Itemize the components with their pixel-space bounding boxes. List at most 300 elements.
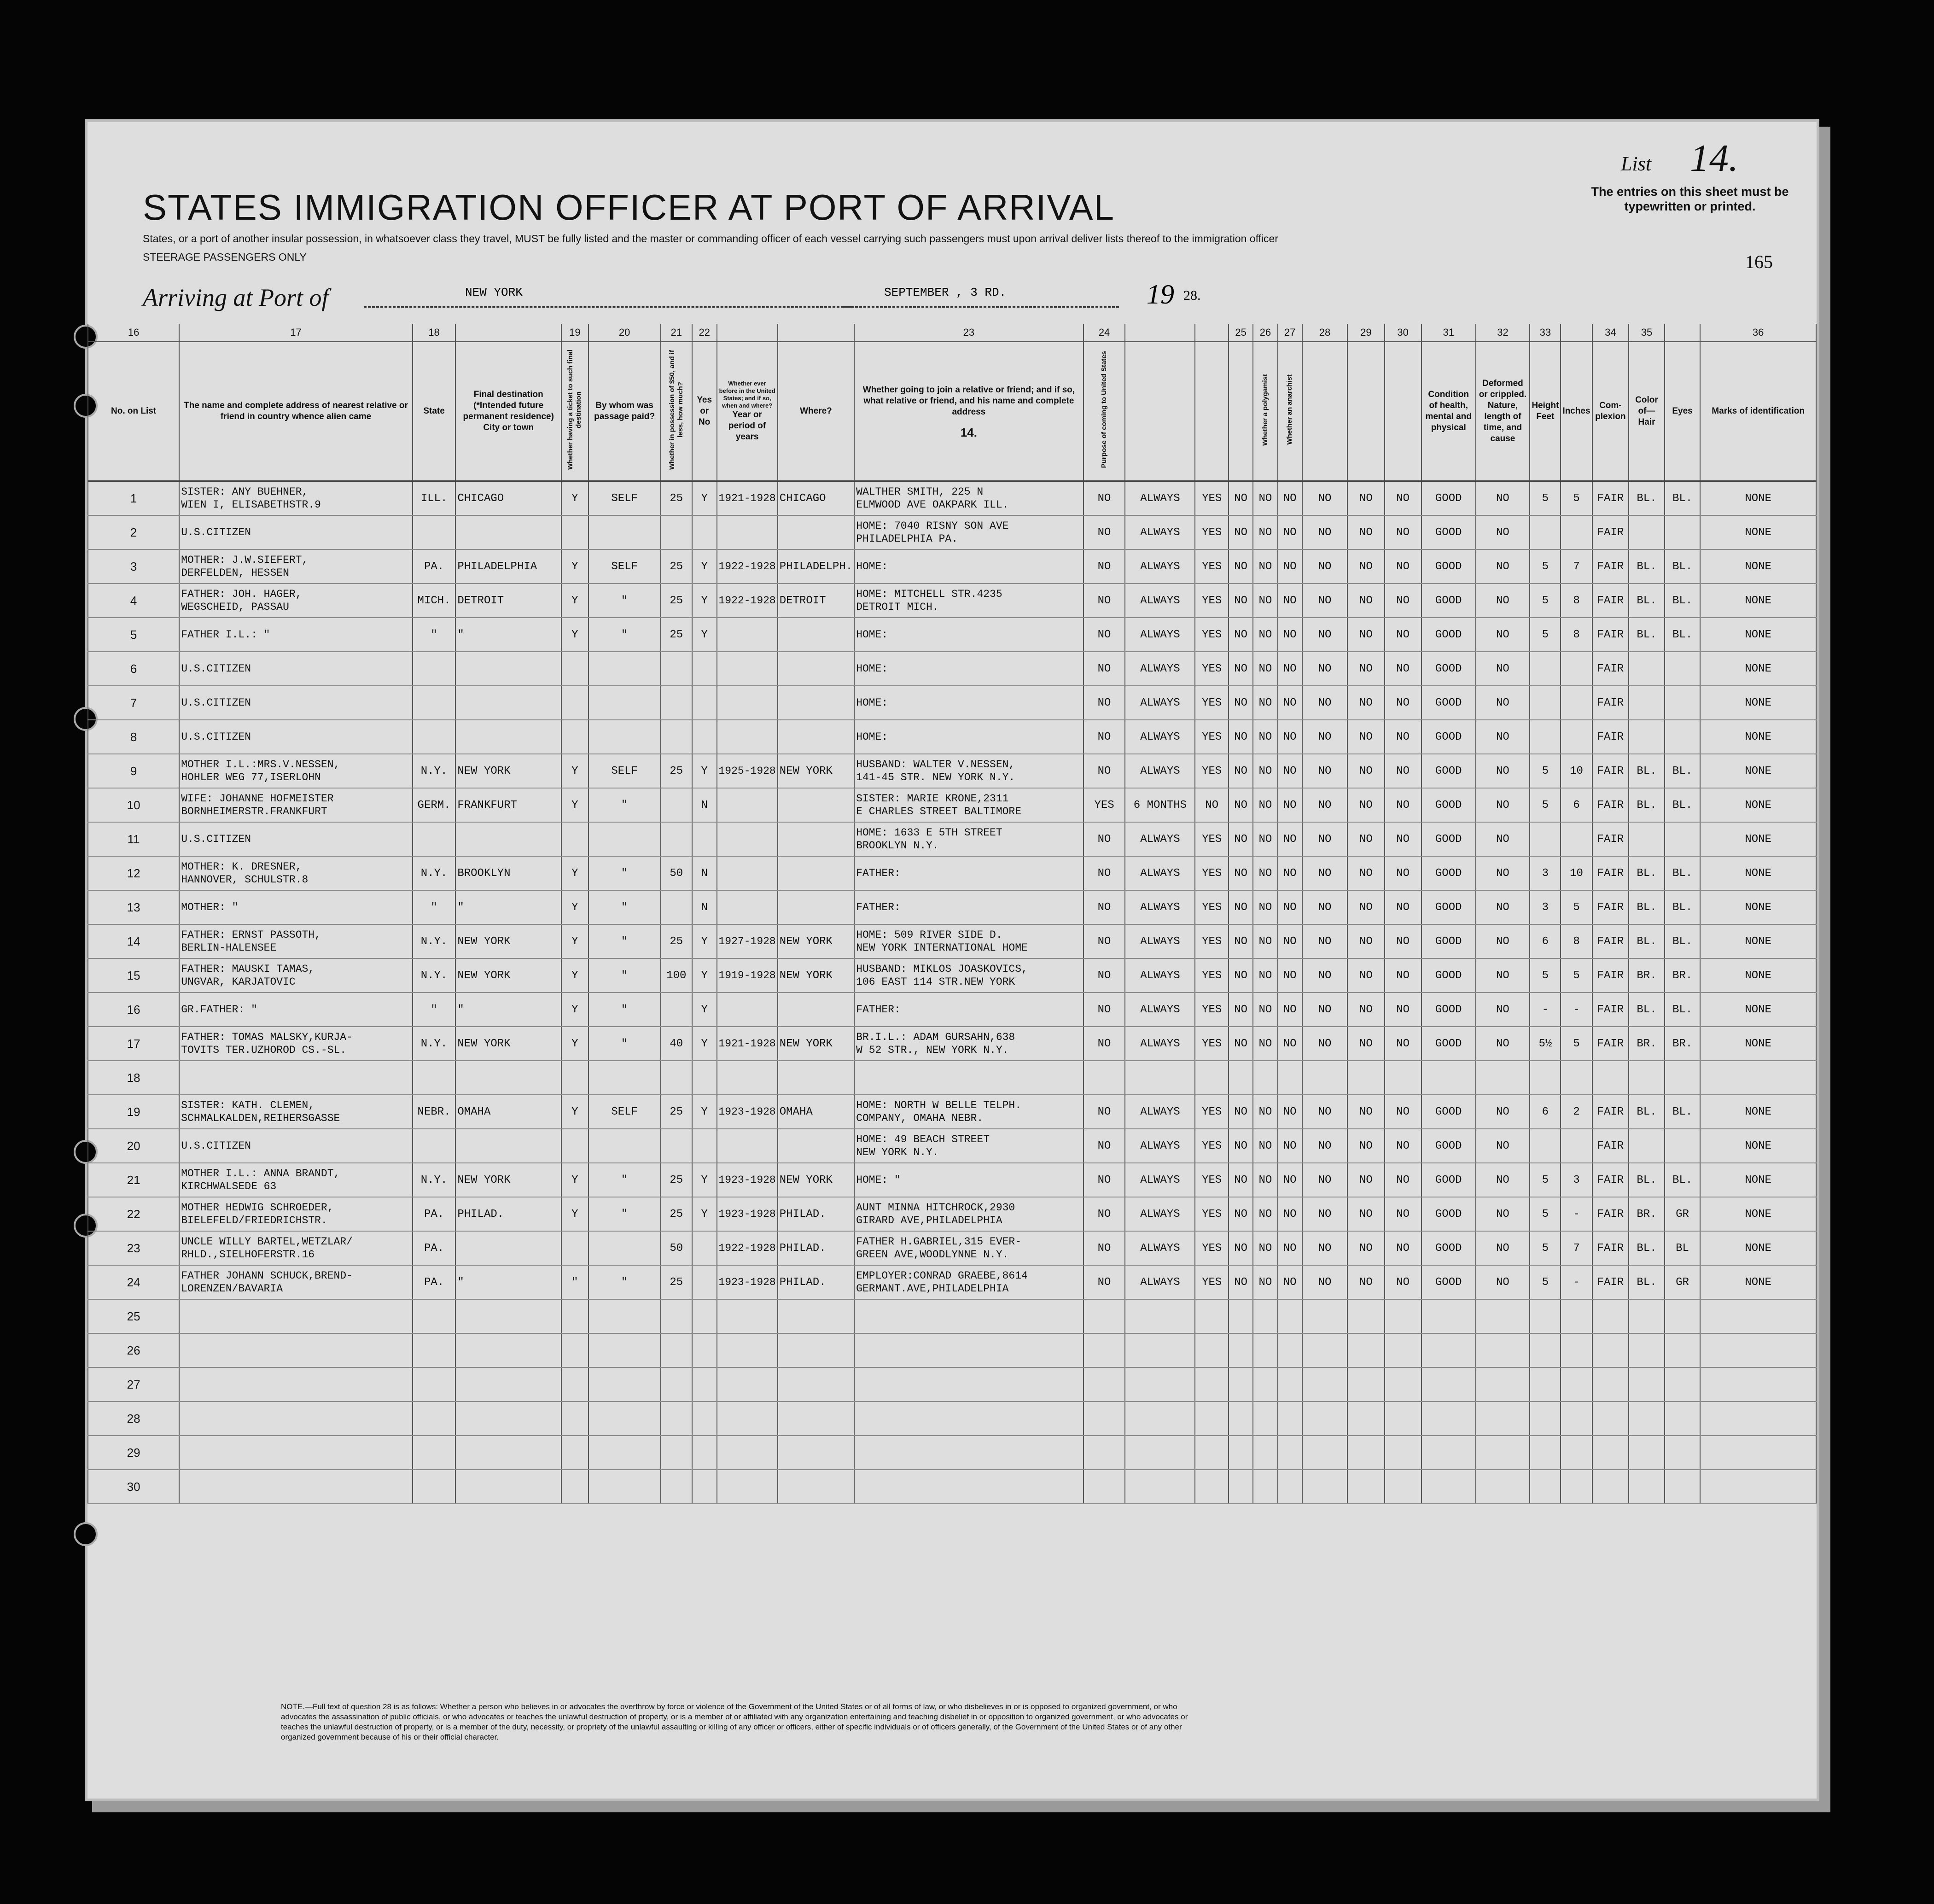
cell-df xyxy=(1476,1402,1530,1436)
cell-join xyxy=(854,754,1084,788)
cell-ft: 3 xyxy=(1530,890,1561,924)
cell-tk: Y xyxy=(561,481,588,516)
cell-c xyxy=(1278,1470,1302,1504)
cell-bef xyxy=(692,1299,717,1333)
cell-d: NO xyxy=(1302,686,1347,720)
cell-line-1: 1921-1928 xyxy=(718,492,776,504)
cell-in: 5 xyxy=(1561,481,1592,516)
cell-ey: BL. xyxy=(1665,924,1700,958)
column-number: 23 xyxy=(854,324,1084,342)
cell-bef: Y xyxy=(692,549,717,584)
cell-line-2: COMPANY, OMAHA NEBR. xyxy=(856,1112,984,1124)
cell-city xyxy=(455,1402,561,1436)
cell-hr xyxy=(1629,822,1665,856)
cell-f: NO xyxy=(1385,890,1421,924)
cell-p2: ALWAYS xyxy=(1125,958,1195,993)
cell-line-1: HOME: 509 RIVER SIDE D. xyxy=(856,929,1002,941)
cell-pay xyxy=(588,1333,661,1367)
cell-mk: NONE xyxy=(1700,754,1816,788)
cell-join xyxy=(854,1027,1084,1061)
cell-b xyxy=(1253,1061,1277,1095)
cell-p1: NO xyxy=(1084,993,1125,1027)
cell-mon: 25 xyxy=(661,481,692,516)
cell-st: N.Y. xyxy=(413,856,456,890)
cell-n: 20 xyxy=(88,1129,179,1163)
cell-n: 21 xyxy=(88,1163,179,1197)
cell-st: " xyxy=(413,890,456,924)
cell-p2: ALWAYS xyxy=(1125,720,1195,754)
cell-mk: NONE xyxy=(1700,1129,1816,1163)
cell-bef: Y xyxy=(692,1027,717,1061)
cell-line-2: GERMANT.AVE,PHILADELPHIA xyxy=(856,1283,1009,1295)
cell-join xyxy=(854,1231,1084,1265)
cell-ft xyxy=(1530,1333,1561,1367)
cell-in xyxy=(1561,1436,1592,1470)
cell-bef: Y xyxy=(692,924,717,958)
cell-f: NO xyxy=(1385,924,1421,958)
cell-st xyxy=(413,1061,456,1095)
cell-st xyxy=(413,1402,456,1436)
cell-cx: FAIR xyxy=(1592,822,1629,856)
cell-tk xyxy=(561,1061,588,1095)
cell-rel xyxy=(179,788,413,822)
cell-d: NO xyxy=(1302,652,1347,686)
cell-in: 10 xyxy=(1561,754,1592,788)
cell-st: N.Y. xyxy=(413,958,456,993)
cell-e: NO xyxy=(1347,754,1384,788)
cell-d: NO xyxy=(1302,822,1347,856)
cell-bef: Y xyxy=(692,1163,717,1197)
cell-rel xyxy=(179,1129,413,1163)
cell-d: NO xyxy=(1302,515,1347,549)
steerage-label: STEERAGE PASSENGERS ONLY xyxy=(143,251,307,263)
cell-ft: 5 xyxy=(1530,481,1561,516)
cell-bef xyxy=(692,720,717,754)
cell-hr xyxy=(1629,515,1665,549)
cell-city xyxy=(455,686,561,720)
cell-bef: N xyxy=(692,890,717,924)
cell-a xyxy=(1229,1470,1253,1504)
column-number: 27 xyxy=(1278,324,1302,342)
cell-ey xyxy=(1665,1299,1700,1333)
cell-mk: NONE xyxy=(1700,993,1816,1027)
cell-mk: NONE xyxy=(1700,890,1816,924)
cell-ey: BL. xyxy=(1665,584,1700,618)
cell-cx: FAIR xyxy=(1592,549,1629,584)
cell-join xyxy=(854,1402,1084,1436)
cell-cx: FAIR xyxy=(1592,1027,1629,1061)
cell-join xyxy=(854,1470,1084,1504)
cell-mon xyxy=(661,1367,692,1402)
cell-join xyxy=(854,1129,1084,1163)
cell-f: NO xyxy=(1385,788,1421,822)
cell-st xyxy=(413,1367,456,1402)
cell-e xyxy=(1347,1367,1384,1402)
cell-c: NO xyxy=(1278,515,1302,549)
cell-hl: GOOD xyxy=(1421,1163,1476,1197)
cell-mon xyxy=(661,1470,692,1504)
cell-tk xyxy=(561,1470,588,1504)
cell-n: 14 xyxy=(88,924,179,958)
cell-join xyxy=(854,720,1084,754)
cell-d xyxy=(1302,1061,1347,1095)
header-polygamist-text: Whether a polygamist xyxy=(1261,374,1269,446)
cell-a: NO xyxy=(1229,481,1253,516)
cell-ey: BL. xyxy=(1665,754,1700,788)
cell-b: NO xyxy=(1253,1265,1277,1299)
cell-mk: NONE xyxy=(1700,549,1816,584)
cell-f: NO xyxy=(1385,1265,1421,1299)
manifest-table xyxy=(87,324,1817,1504)
header-anarchist xyxy=(1278,342,1302,481)
header-money xyxy=(661,342,692,481)
cell-p1 xyxy=(1084,1436,1125,1470)
cell-p1: YES xyxy=(1084,788,1125,822)
cell-a: NO xyxy=(1229,1265,1253,1299)
cell-hl: GOOD xyxy=(1421,481,1476,516)
cell-ft xyxy=(1530,686,1561,720)
cell-p1: NO xyxy=(1084,856,1125,890)
cell-d: NO xyxy=(1302,1095,1347,1129)
cell-ey: BL. xyxy=(1665,1163,1700,1197)
cell-tk: Y xyxy=(561,788,588,822)
cell-pay: " xyxy=(588,1027,661,1061)
column-number: 19 xyxy=(561,324,588,342)
cell-city: BROOKLYN xyxy=(455,856,561,890)
cell-in: 3 xyxy=(1561,1163,1592,1197)
cell-pay xyxy=(588,1367,661,1402)
cell-yrs xyxy=(717,788,778,822)
column-number: 18 xyxy=(413,324,456,342)
cell-df xyxy=(1476,1333,1530,1367)
cell-p2: ALWAYS xyxy=(1125,686,1195,720)
cell-f xyxy=(1385,1402,1421,1436)
cell-p3 xyxy=(1195,1367,1229,1402)
cell-line-1: MOTHER I.L.:MRS.V.NESSEN, xyxy=(181,759,340,771)
cell-d xyxy=(1302,1470,1347,1504)
cell-mon xyxy=(661,720,692,754)
cell-f: NO xyxy=(1385,549,1421,584)
cell-tk xyxy=(561,1231,588,1265)
cell-line-1: 1922-1928 xyxy=(718,595,776,607)
cell-p2: ALWAYS xyxy=(1125,1163,1195,1197)
cell-df: NO xyxy=(1476,584,1530,618)
header-hair-label: Hair xyxy=(1638,417,1655,427)
cell-a: NO xyxy=(1229,822,1253,856)
cell-cx: FAIR xyxy=(1592,788,1629,822)
table-row xyxy=(88,481,1816,516)
cell-c: NO xyxy=(1278,1095,1302,1129)
cell-hr xyxy=(1629,1436,1665,1470)
table-row xyxy=(88,754,1816,788)
cell-p3: YES xyxy=(1195,686,1229,720)
cell-city xyxy=(455,822,561,856)
cell-tk xyxy=(561,1299,588,1333)
cell-a: NO xyxy=(1229,1027,1253,1061)
cell-df: NO xyxy=(1476,822,1530,856)
cell-e: NO xyxy=(1347,822,1384,856)
cell-yrs xyxy=(717,1436,778,1470)
cell-pay: " xyxy=(588,1197,661,1231)
cell-yrs xyxy=(717,720,778,754)
cell-st: N.Y. xyxy=(413,1163,456,1197)
cell-e: NO xyxy=(1347,618,1384,652)
cell-a xyxy=(1229,1367,1253,1402)
cell-pay: " xyxy=(588,890,661,924)
cell-pay xyxy=(588,1470,661,1504)
cell-st: ILL. xyxy=(413,481,456,516)
cell-hr: BL. xyxy=(1629,788,1665,822)
cell-ft: 6 xyxy=(1530,924,1561,958)
cell-yrs xyxy=(717,618,778,652)
cell-d xyxy=(1302,1333,1347,1367)
cell-yrs xyxy=(717,958,778,993)
cell-bef: Y xyxy=(692,958,717,993)
cell-e: NO xyxy=(1347,1197,1384,1231)
cell-df xyxy=(1476,1061,1530,1095)
header-relative: The name and complete address of nearest relative or friend in country whence alien came xyxy=(179,342,413,481)
cell-df: NO xyxy=(1476,652,1530,686)
cell-ft xyxy=(1530,1367,1561,1402)
cell-b: NO xyxy=(1253,1231,1277,1265)
cell-ey: BL. xyxy=(1665,993,1700,1027)
cell-ey: BR. xyxy=(1665,1027,1700,1061)
cell-a xyxy=(1229,1299,1253,1333)
column-number: 30 xyxy=(1385,324,1421,342)
cell-hr: BL. xyxy=(1629,481,1665,516)
cell-df: NO xyxy=(1476,924,1530,958)
cell-df: NO xyxy=(1476,1027,1530,1061)
cell-mk xyxy=(1700,1470,1816,1504)
cell-in: 8 xyxy=(1561,924,1592,958)
cell-yrs xyxy=(717,754,778,788)
cell-mk xyxy=(1700,1436,1816,1470)
cell-ft xyxy=(1530,1299,1561,1333)
cell-st xyxy=(413,1333,456,1367)
cell-p3: YES xyxy=(1195,958,1229,993)
cell-line-2: LORENZEN/BAVARIA xyxy=(181,1283,283,1295)
cell-p1: NO xyxy=(1084,652,1125,686)
cell-st xyxy=(413,1299,456,1333)
column-number: 17 xyxy=(179,324,413,342)
cell-b: NO xyxy=(1253,1129,1277,1163)
column-number xyxy=(1125,324,1195,342)
cell-b xyxy=(1253,1299,1277,1333)
cell-a: NO xyxy=(1229,890,1253,924)
cell-p3: YES xyxy=(1195,515,1229,549)
cell-df: NO xyxy=(1476,515,1530,549)
cell-df: NO xyxy=(1476,788,1530,822)
cell-city xyxy=(455,720,561,754)
cell-mk xyxy=(1700,1061,1816,1095)
cell-hl: GOOD xyxy=(1421,856,1476,890)
cell-bef xyxy=(692,822,717,856)
cell-b: NO xyxy=(1253,618,1277,652)
cell-cx xyxy=(1592,1367,1629,1402)
cell-p2: 6 MONTHS xyxy=(1125,788,1195,822)
cell-mk: NONE xyxy=(1700,584,1816,618)
column-number xyxy=(455,324,561,342)
table-row xyxy=(88,993,1816,1027)
cell-where xyxy=(778,1470,854,1504)
cell-mon xyxy=(661,1436,692,1470)
cell-df: NO xyxy=(1476,1265,1530,1299)
cell-d xyxy=(1302,1299,1347,1333)
column-number xyxy=(778,324,854,342)
cell-ft xyxy=(1530,822,1561,856)
table-row xyxy=(88,890,1816,924)
cell-join xyxy=(854,515,1084,549)
cell-pay: " xyxy=(588,856,661,890)
cell-pay xyxy=(588,1436,661,1470)
cell-a: NO xyxy=(1229,754,1253,788)
cell-mk: NONE xyxy=(1700,788,1816,822)
header-height: Height xyxy=(1532,401,1559,410)
cell-df: NO xyxy=(1476,1231,1530,1265)
cell-mon: 100 xyxy=(661,958,692,993)
cell-join xyxy=(854,584,1084,618)
cell-p1: NO xyxy=(1084,822,1125,856)
cell-d: NO xyxy=(1302,958,1347,993)
cell-pay xyxy=(588,515,661,549)
cell-p1: NO xyxy=(1084,754,1125,788)
cell-p1 xyxy=(1084,1402,1125,1436)
cell-rel xyxy=(179,1470,413,1504)
cell-p2: ALWAYS xyxy=(1125,856,1195,890)
column-number: 25 xyxy=(1229,324,1253,342)
cell-f: NO xyxy=(1385,1129,1421,1163)
cell-e xyxy=(1347,1402,1384,1436)
cell-p3 xyxy=(1195,1061,1229,1095)
cell-hr: BL. xyxy=(1629,1095,1665,1129)
cell-in: 5 xyxy=(1561,958,1592,993)
cell-mk xyxy=(1700,1402,1816,1436)
cell-n: 8 xyxy=(88,720,179,754)
header-joining-text: Whether going to join a relative or friend; and if so, what relative or friend, and his name and complete address xyxy=(862,385,1075,417)
column-number: 34 xyxy=(1592,324,1629,342)
cell-p2: ALWAYS xyxy=(1125,754,1195,788)
cell-hr: BL. xyxy=(1629,618,1665,652)
cell-p3 xyxy=(1195,1402,1229,1436)
cell-p2 xyxy=(1125,1470,1195,1504)
cell-line-2: BIELEFELD/FRIEDRICHSTR. xyxy=(181,1215,327,1227)
cell-hl xyxy=(1421,1299,1476,1333)
cell-b: NO xyxy=(1253,481,1277,516)
cell-mon: 50 xyxy=(661,856,692,890)
cell-e: NO xyxy=(1347,1163,1384,1197)
cell-rel xyxy=(179,1095,413,1129)
cell-in: - xyxy=(1561,1197,1592,1231)
cell-ey: BR. xyxy=(1665,958,1700,993)
cell-line-1: U.S.CITIZEN xyxy=(181,663,251,675)
cell-bef xyxy=(692,652,717,686)
cell-line-2: RHLD.,SIELHOFERSTR.16 xyxy=(181,1249,315,1261)
cell-hl: GOOD xyxy=(1421,1027,1476,1061)
cell-line-1: FATHER: JOH. HAGER, xyxy=(181,588,302,600)
cell-mk: NONE xyxy=(1700,1027,1816,1061)
cell-yrs xyxy=(717,1402,778,1436)
cell-in: 8 xyxy=(1561,618,1592,652)
cell-f: NO xyxy=(1385,515,1421,549)
cell-a: NO xyxy=(1229,1129,1253,1163)
cell-f: NO xyxy=(1385,720,1421,754)
header-purpose-3 xyxy=(1195,342,1229,481)
cell-bef xyxy=(692,1402,717,1436)
cell-line-1: FATHER: xyxy=(856,867,901,879)
cell-hl: GOOD xyxy=(1421,890,1476,924)
cell-ft: 5 xyxy=(1530,549,1561,584)
cell-pay: SELF xyxy=(588,1095,661,1129)
cell-e: NO xyxy=(1347,720,1384,754)
subtitle: States, or a port of another insular possession, in whatsoever class they travel, MUST be fully listed and the master or commanding officer of each vessel carrying such passengers must upon arrival deliver lists thereof to the immigration officer xyxy=(143,233,1278,245)
cell-ft: 5 xyxy=(1530,584,1561,618)
cell-ft: 5 xyxy=(1530,1197,1561,1231)
cell-pay xyxy=(588,720,661,754)
cell-e xyxy=(1347,1470,1384,1504)
cell-p3: YES xyxy=(1195,584,1229,618)
cell-line-1: HUSBAND: WALTER V.NESSEN, xyxy=(856,759,1015,771)
cell-cx: FAIR xyxy=(1592,515,1629,549)
cell-tk xyxy=(561,1129,588,1163)
cell-p2: ALWAYS xyxy=(1125,924,1195,958)
cell-ey xyxy=(1665,1129,1700,1163)
cell-p2: ALWAYS xyxy=(1125,822,1195,856)
cell-f: NO xyxy=(1385,856,1421,890)
page-title: STATES IMMIGRATION OFFICER AT PORT OF ARRIVAL xyxy=(143,187,1115,228)
cell-line-1: SISTER: ANY BUEHNER, xyxy=(181,486,309,498)
cell-in xyxy=(1561,1061,1592,1095)
cell-tk xyxy=(561,1333,588,1367)
cell-cx xyxy=(1592,1299,1629,1333)
cell-city: NEW YORK xyxy=(455,1163,561,1197)
cell-line-1: U.S.CITIZEN xyxy=(181,731,251,743)
cell-where xyxy=(778,618,854,652)
cell-yrs xyxy=(717,1367,778,1402)
cell-tk: Y xyxy=(561,958,588,993)
cell-rel xyxy=(179,1367,413,1402)
header-money-text: Whether in possession of $50, and if less, how much? xyxy=(668,350,684,470)
cell-hl: GOOD xyxy=(1421,618,1476,652)
cell-line-1: 1922-1928 xyxy=(718,561,776,572)
cell-line-1: 1922-1928 xyxy=(718,1242,776,1254)
cell-pay: " xyxy=(588,958,661,993)
cell-where xyxy=(778,686,854,720)
cell-ey xyxy=(1665,1333,1700,1367)
cell-join xyxy=(854,481,1084,516)
header-deformed: Deformed or crippled. Nature, length of time, and cause xyxy=(1476,342,1530,481)
cell-p2: ALWAYS xyxy=(1125,1129,1195,1163)
cell-line-1: FATHER: MAUSKI TAMAS, xyxy=(181,963,315,975)
arriving-label: Arriving at Port of xyxy=(143,284,329,311)
cell-n: 4 xyxy=(88,584,179,618)
cell-city xyxy=(455,1061,561,1095)
cell-cx xyxy=(1592,1470,1629,1504)
table-row xyxy=(88,1402,1816,1436)
cell-mk: NONE xyxy=(1700,924,1816,958)
cell-f xyxy=(1385,1470,1421,1504)
cell-mon xyxy=(661,652,692,686)
cell-p2: ALWAYS xyxy=(1125,584,1195,618)
cell-hl: GOOD xyxy=(1421,788,1476,822)
header-hair xyxy=(1629,342,1665,481)
cell-ft: 5 xyxy=(1530,754,1561,788)
cell-cx: FAIR xyxy=(1592,890,1629,924)
cell-a xyxy=(1229,1402,1253,1436)
column-number: 35 xyxy=(1629,324,1665,342)
cell-line-2: GIRARD AVE,PHILADELPHIA xyxy=(856,1215,1002,1227)
cell-line-1: UNCLE WILLY BARTEL,WETZLAR/ xyxy=(181,1236,353,1248)
cell-ey xyxy=(1665,1367,1700,1402)
